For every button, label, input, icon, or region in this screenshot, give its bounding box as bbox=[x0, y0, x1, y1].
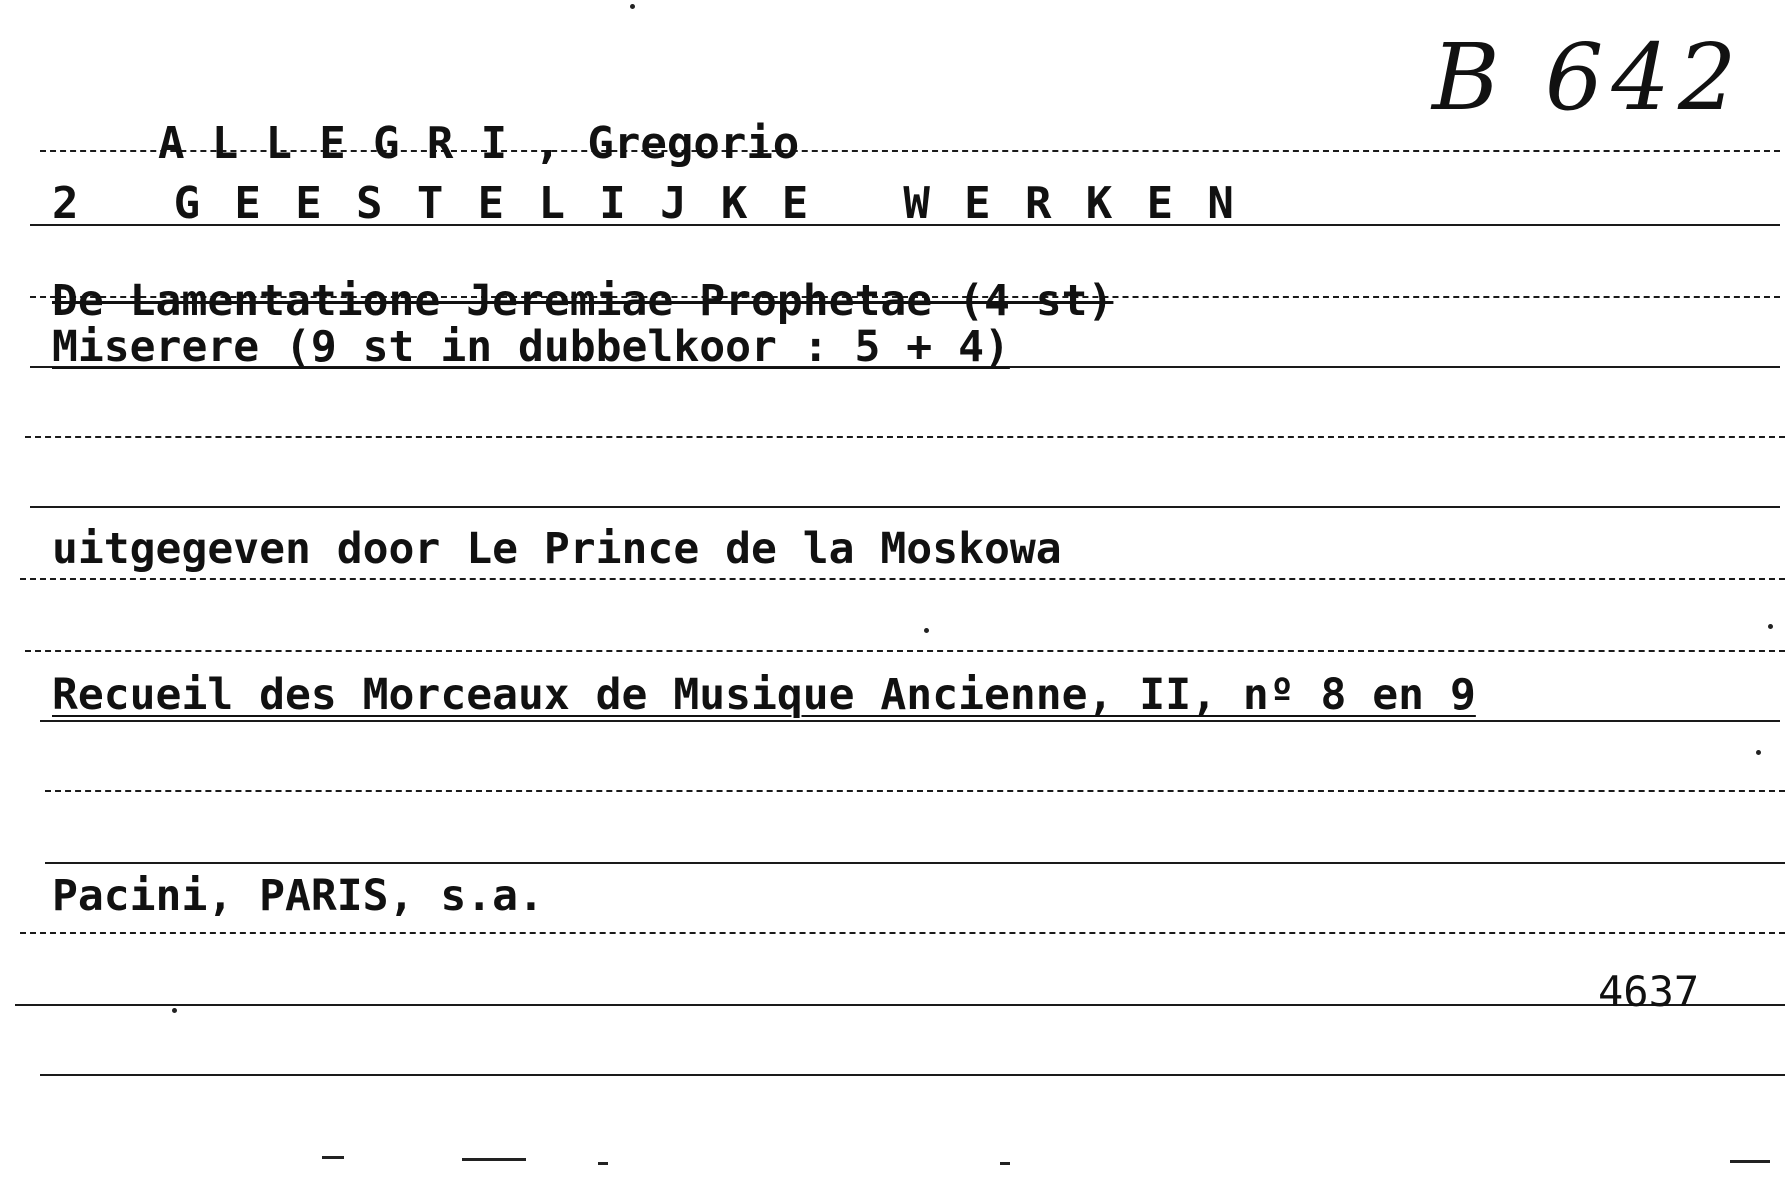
ruled-line bbox=[40, 1074, 1785, 1076]
scan-speck bbox=[924, 628, 929, 633]
scan-mark bbox=[462, 1158, 526, 1161]
catalog-number: 4637 bbox=[1598, 967, 1700, 1016]
scan-speck bbox=[630, 4, 635, 9]
composer-surname: ALLEGRI bbox=[157, 118, 535, 169]
ruled-line bbox=[25, 436, 1785, 438]
work-entry-struck: De Lamentatione Jeremiae Prophetae (4 st) bbox=[52, 276, 1114, 326]
shelfmark-handwritten: B 642 bbox=[1432, 24, 1745, 131]
ruled-line bbox=[20, 578, 1785, 580]
ruled-line bbox=[45, 790, 1785, 792]
imprint-line: Pacini, PARIS, s.a. bbox=[52, 871, 544, 921]
scan-mark bbox=[1000, 1162, 1010, 1165]
ruled-line bbox=[30, 506, 1780, 508]
ruled-line bbox=[45, 862, 1785, 864]
scan-mark bbox=[598, 1162, 608, 1165]
series-line: Recueil des Morceaux de Musique Ancienne, II, nº 8 en 9 bbox=[52, 670, 1476, 720]
editor-line: uitgegeven door Le Prince de la Moskowa bbox=[52, 524, 1062, 574]
ruled-line bbox=[25, 650, 1785, 652]
composer-separator: , bbox=[534, 118, 561, 169]
ruled-line bbox=[15, 1004, 1785, 1006]
composer-given-name: Gregorio bbox=[587, 118, 800, 169]
scan-mark bbox=[322, 1156, 344, 1159]
scan-speck bbox=[1756, 750, 1761, 755]
work-entry: Miserere (9 st in dubbelkoor : 5 + 4) bbox=[52, 322, 1010, 372]
scan-speck bbox=[1768, 624, 1773, 629]
scan-mark bbox=[1730, 1160, 1770, 1163]
collection-title: 2 GEESTELIJKE WERKEN bbox=[52, 178, 1269, 229]
scan-speck bbox=[172, 1008, 177, 1013]
ruled-line bbox=[40, 720, 1780, 722]
ruled-line bbox=[20, 932, 1785, 934]
